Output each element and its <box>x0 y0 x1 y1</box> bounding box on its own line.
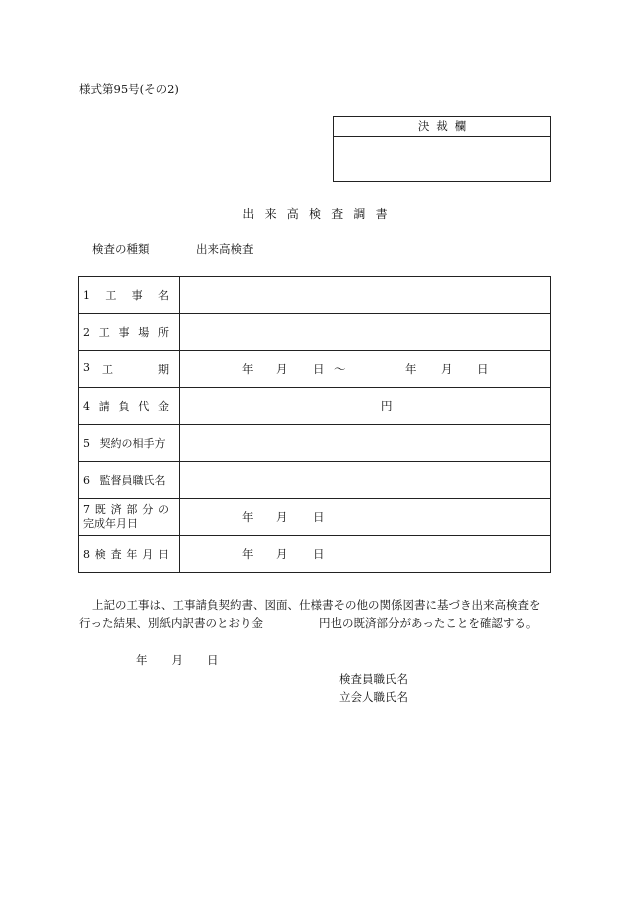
row-number: 5 <box>83 437 90 450</box>
label-char: 事 <box>118 326 130 339</box>
inspection-month: 月 <box>276 547 288 561</box>
label-contractor <box>79 425 180 462</box>
value-inspection-date[interactable] <box>180 536 551 573</box>
approval-box <box>333 116 551 182</box>
period-end-day: 日 <box>477 362 489 376</box>
row-inspection-date <box>79 536 551 573</box>
completion-month: 月 <box>276 510 288 524</box>
declaration-line-2-b: 円也の既済部分があったことを確認する。 <box>319 616 538 630</box>
label-construction-period <box>79 351 180 388</box>
footer-month: 月 <box>171 653 183 667</box>
period-start-day: 日 <box>313 362 325 376</box>
label-construction-name <box>79 277 180 314</box>
label-char: 月 <box>142 548 154 561</box>
label-supervisor <box>79 462 180 499</box>
approval-header: 決裁欄 <box>334 117 550 137</box>
row-construction-period <box>79 351 551 388</box>
label-char: 代 <box>138 400 150 413</box>
row-contractor <box>79 425 551 462</box>
label-char: 工 <box>105 289 117 302</box>
value-construction-name[interactable] <box>180 277 551 314</box>
label-char: 負 <box>118 400 130 413</box>
label-char: 工 <box>98 326 110 339</box>
period-tilde: ～ <box>334 362 346 376</box>
label-char: 工 <box>102 363 113 376</box>
form-number: 様式第95号(その2) <box>79 82 179 96</box>
value-construction-period[interactable] <box>180 351 551 388</box>
period-end-month: 月 <box>441 362 453 376</box>
value-completion-date[interactable] <box>180 499 551 536</box>
row-number: 4 <box>83 399 90 413</box>
label-char: 場 <box>138 326 150 339</box>
row-number: 3 <box>83 361 90 374</box>
label-char: 年 <box>126 548 138 561</box>
period-end-year: 年 <box>405 362 417 376</box>
completion-day: 日 <box>313 510 325 524</box>
declaration-line-1: 上記の工事は、工事請負契約書、図面、仕様書その他の関係図書に基づき出来高検査を <box>92 598 541 612</box>
row-number: 6 <box>83 474 90 487</box>
row-number: 1 <box>83 288 90 302</box>
period-start-month: 月 <box>276 362 288 376</box>
value-contractor[interactable] <box>180 425 551 462</box>
label-char: 済 <box>110 503 122 516</box>
inspection-table <box>78 276 551 573</box>
row-construction-name <box>79 277 551 314</box>
inspection-type-value: 出来高検査 <box>196 242 254 256</box>
label-char: 名 <box>157 289 169 302</box>
inspection-day: 日 <box>313 547 325 561</box>
label-char: の <box>157 503 169 516</box>
completion-year: 年 <box>242 510 254 524</box>
label-char: 分 <box>142 503 154 516</box>
row-completion-date <box>79 499 551 536</box>
footer-date <box>136 652 219 668</box>
witness-name-label: 立会人職氏名 <box>339 690 408 704</box>
footer-year: 年 <box>136 653 148 667</box>
label-text: 契約の相手方 <box>99 437 166 450</box>
row-contract-amount <box>79 388 551 425</box>
label-char: 検 <box>94 548 106 561</box>
label-construction-site <box>79 314 180 351</box>
inspector-name-label: 検査員職氏名 <box>339 672 408 686</box>
value-construction-site[interactable] <box>180 314 551 351</box>
label-char: 請 <box>98 400 110 413</box>
label-completion-date <box>79 499 180 536</box>
label-char: 査 <box>110 548 122 561</box>
label-contract-amount <box>79 388 180 425</box>
document-title: 出来高検査調書 <box>242 207 398 221</box>
label-char: 日 <box>157 548 169 561</box>
label-text: 監督員職氏名 <box>99 474 166 487</box>
label-inspection-date <box>79 536 180 573</box>
value-supervisor[interactable] <box>180 462 551 499</box>
row-supervisor <box>79 462 551 499</box>
declaration-line-2 <box>79 615 537 631</box>
row-number: 7 <box>83 503 90 516</box>
row-construction-site <box>79 314 551 351</box>
label-char: 金 <box>158 400 169 413</box>
row-number: 8 <box>83 547 90 561</box>
label-char: 期 <box>158 363 169 376</box>
label-char: 事 <box>131 289 143 302</box>
inspection-year: 年 <box>242 547 254 561</box>
label-char: 既 <box>94 503 106 516</box>
yen-unit: 円 <box>381 399 393 413</box>
footer-day: 日 <box>207 653 219 667</box>
label-char: 部 <box>126 503 138 516</box>
declaration-line-2-a: 行った結果、別紙内訳書のとおり金 <box>79 616 263 630</box>
inspection-type-label: 検査の種類 <box>92 242 150 256</box>
label-text: 完成年月日 <box>83 517 138 530</box>
value-contract-amount[interactable] <box>180 388 551 425</box>
row-number: 2 <box>83 325 90 339</box>
period-start-year: 年 <box>242 362 254 376</box>
label-char: 所 <box>158 326 169 339</box>
